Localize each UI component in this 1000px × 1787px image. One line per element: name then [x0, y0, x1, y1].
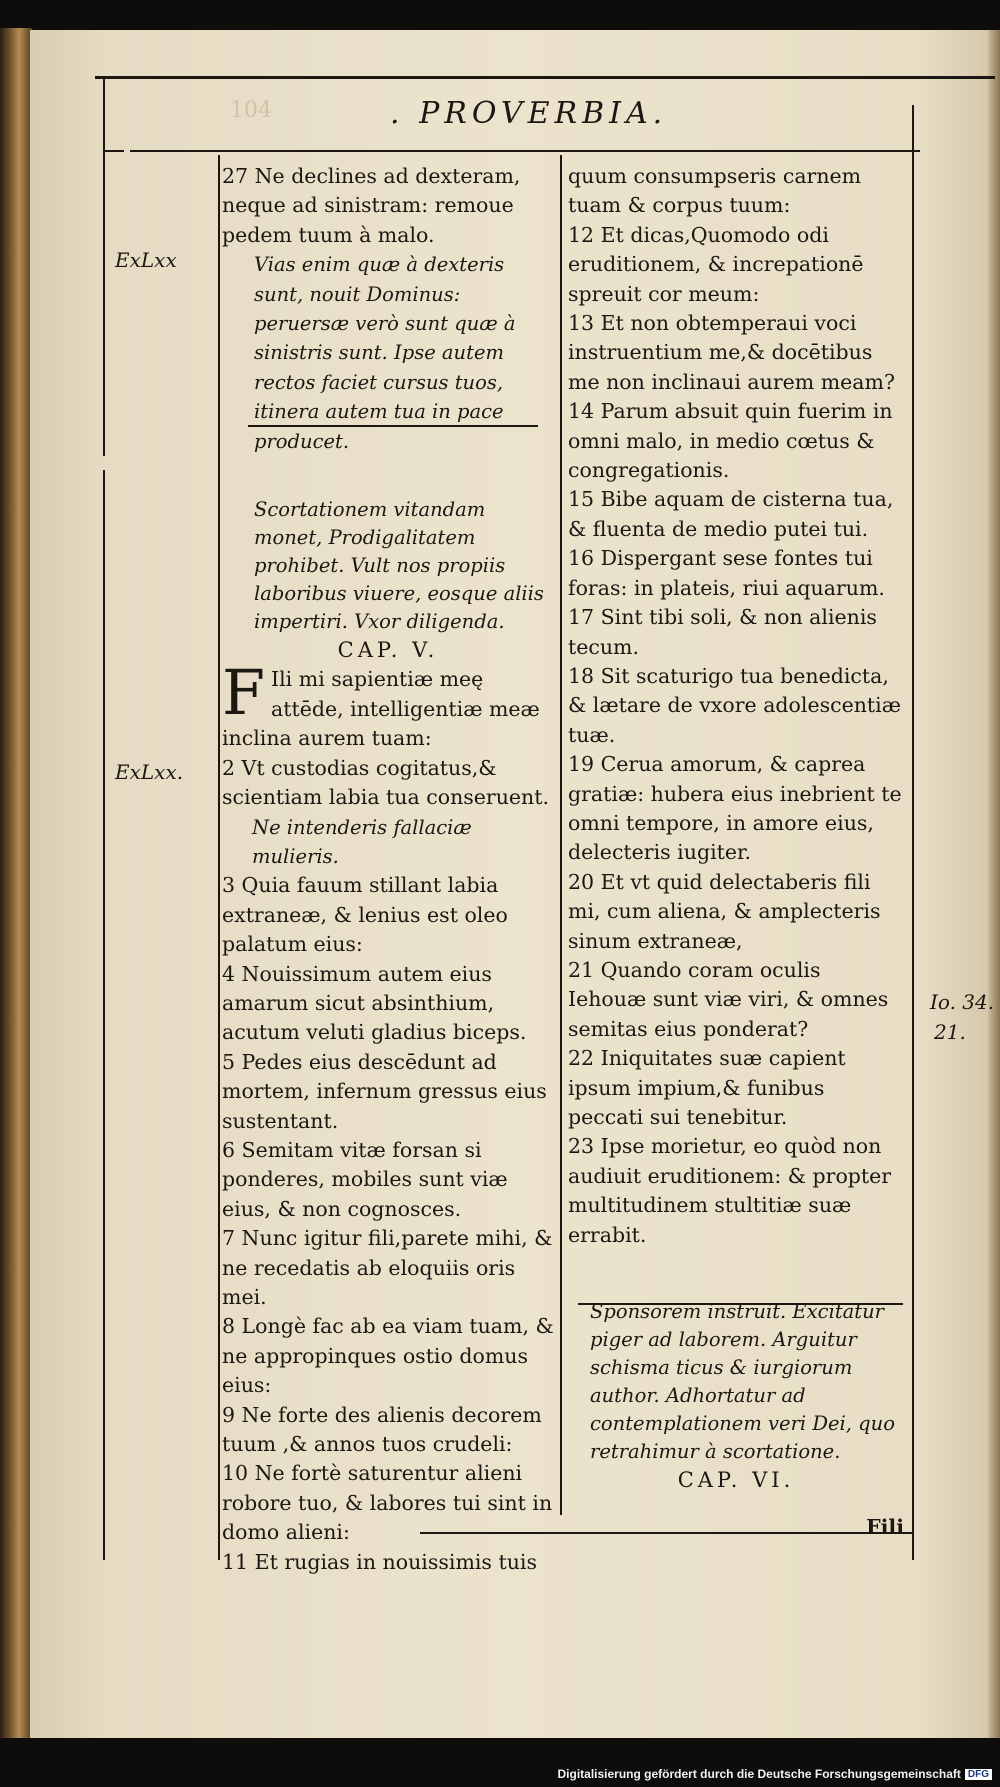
verse-4: 4 Nouissimum autem eius amarum sicut absinthium, acutum veluti gladius biceps.	[222, 961, 527, 1045]
verse-18: 18 Sit scaturigo tua benedicta, & lætare de vxore adolescentiæ tuæ.	[568, 663, 901, 747]
verse-12: 12 Et dicas,Quomodo odi eruditionem, & increpationē spreuit cor meum:	[568, 222, 864, 306]
margin-note-ref-2: 21.	[934, 1020, 966, 1044]
digitization-credit	[557, 1767, 992, 1781]
catchword: Fili	[866, 1515, 904, 1540]
verse-27-note: Vias enim quæ à dexteris sunt, nouit Dominus: peruersæ verò sunt quæ à sinistris sunt. Ipse autem rectos faciet cursus tuos, itinera autem tua in pace producet.	[254, 253, 516, 453]
verse-9: 9 Ne forte des alienis decorem tuum ,& annos tuos crudeli:	[222, 1402, 542, 1457]
verse-13: 13 Et non obtemperaui voci instruentium me,& docētibus me non inclinaui aurem meam?	[568, 311, 895, 394]
book-spine	[0, 28, 32, 1738]
verse-23: 23 Ipse morietur, eo quòd non audiuit eruditionem: & propter multitudinem stultitiæ suæ errabit.	[568, 1134, 892, 1247]
verse-19: 19 Cerua amorum, & caprea gratiæ: hubera eius inebrient te omni tempore, in amore eius, delecteris iugiter.	[568, 752, 902, 865]
verse-2-note: Ne intenderis fallaciæ mulieris.	[252, 815, 472, 868]
faded-page-number: 104	[230, 98, 272, 123]
margin-note-lxx-1: ExLxx	[115, 248, 177, 272]
scan-top-border	[0, 0, 1000, 30]
verse-11-continued: quum consumpseris carnem tuam & corpus tuum:	[568, 164, 862, 218]
drop-cap: F	[222, 656, 266, 730]
verse-15: 15 Bibe aquam de cisterna tua, & fluenta de medio putei tui.	[568, 487, 894, 541]
verse-16: 16 Dispergant sese fontes tui foras: in plateis, riui aquarum.	[568, 546, 885, 600]
chapter-5-summary: Scortationem vitandam monet, Prodigalitatem prohibet. Vult nos propiis laboribus viuere, eosque aliis impertiri. Vxor diligenda.	[254, 498, 544, 634]
page-edge	[988, 30, 1000, 1738]
column-divider	[560, 155, 562, 1515]
chapter-6-heading: CAP. VI.	[677, 1468, 795, 1493]
verse-7: 7 Nunc igitur fili,parete mihi, & ne recedatis ab eloquiis oris mei.	[222, 1226, 553, 1309]
inner-column-rule	[218, 155, 220, 1560]
running-title: . PROVERBIA.	[390, 96, 668, 131]
verse-6: 6 Semitam vitæ forsan si ponderes, mobiles sunt viæ eius, & non cognosces.	[222, 1137, 508, 1221]
verse-14: 14 Parum absuit quin fuerim in omni malo, in medio cœtus & congregationis.	[568, 399, 893, 483]
left-frame-rule	[103, 76, 105, 456]
verse-21: 21 Quando coram oculis Iehouæ sunt viæ viri, & omnes semitas eius ponderat?	[568, 957, 889, 1041]
chapter-6-summary: Sponsorem instruit. Excitatur piger ad laborem. Arguitur schisma ticus & iurgiorum author. Adhortatur ad contemplationem veri Dei, quo retrahimur à scortatione.	[590, 1300, 895, 1464]
chapter-5-heading: CAP. V.	[337, 638, 439, 663]
left-column	[222, 162, 554, 1577]
verse-1-text: Ili mi sapientiæ meę attēde, intelligentiæ meæ inclina aurem tuam:	[222, 667, 540, 751]
right-column	[568, 162, 904, 1543]
verse-10: 10 Ne fortè saturentur alieni robore tuo, & labores tui sint in domo alieni:	[222, 1461, 553, 1545]
verse-8: 8 Longè fac ab ea viam tuam, & ne appropinques ostio domus eius:	[222, 1314, 554, 1398]
verse-1	[222, 656, 554, 753]
verse-22: 22 Iniquitates suæ capient ipsum impium,& funibus peccati sui tenebitur.	[568, 1046, 846, 1129]
verse-27: 27 Ne declines ad dexteram, neque ad sinistram: remoue pedem tuum à malo.	[222, 164, 521, 247]
verse-5: 5 Pedes eius descēdunt ad mortem, infernum gressus eius sustentant.	[222, 1049, 547, 1133]
margin-note-ref: Io. 34.	[930, 990, 995, 1014]
verse-20: 20 Et vt quid delectaberis fili mi, cum aliena, & amplecteris sinum extraneæ,	[568, 869, 881, 953]
credit-text: Digitalisierung gefördert durch die Deutsche Forschungsgemeinschaft	[557, 1767, 961, 1781]
left-frame-rule-lower	[103, 470, 105, 1560]
verse-2: 2 Vt custodias cogitatus,& scientiam labia tua conseruent.	[222, 755, 550, 810]
header-underline	[130, 150, 920, 152]
verse-17: 17 Sint tibi soli, & non alienis tecum.	[568, 605, 877, 659]
right-frame-rule	[912, 105, 914, 1560]
top-rule	[95, 76, 995, 79]
margin-note-lxx-2: ExLxx.	[115, 760, 184, 784]
dfg-logo: DFG	[965, 1769, 992, 1780]
margin-tick	[104, 150, 124, 152]
verse-11: 11 Et rugias in nouissimis tuis	[222, 1549, 537, 1574]
verse-3: 3 Quia fauum stillant labia extraneæ, & lenius est oleo palatum eius:	[222, 873, 508, 957]
